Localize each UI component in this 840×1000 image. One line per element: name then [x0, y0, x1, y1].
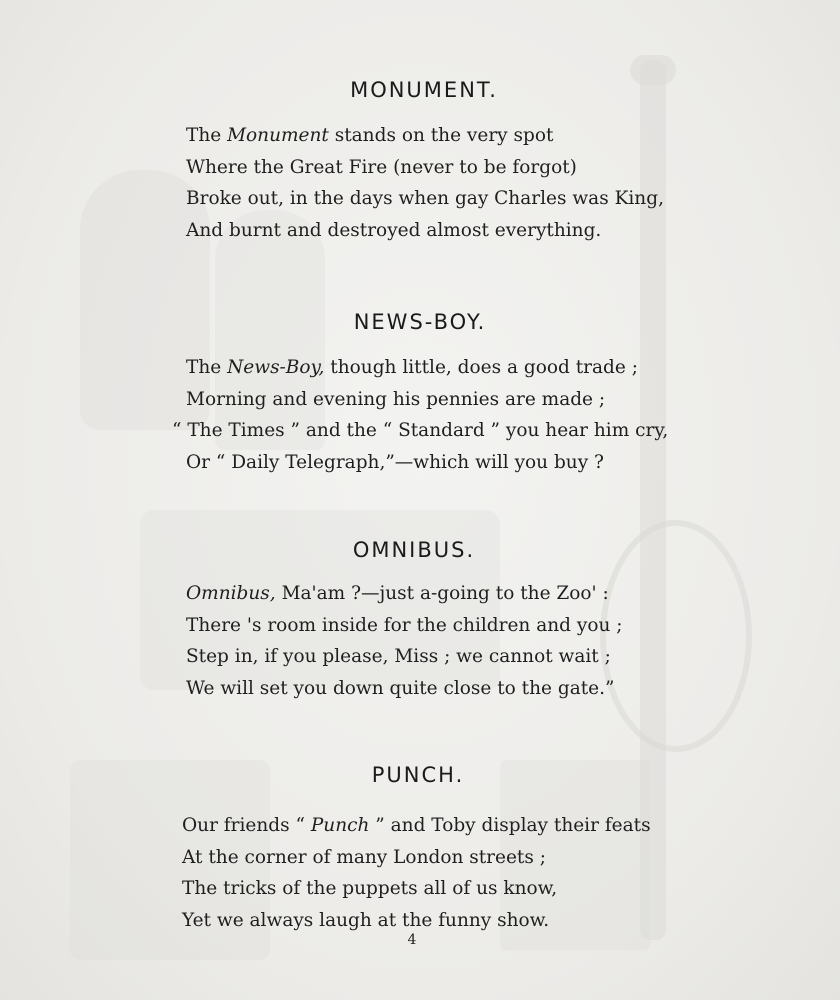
- verse-line: [186, 673, 623, 705]
- verse-text: stands on the very spot: [328, 125, 554, 146]
- verse-text: The tricks of the puppets all of us know,: [182, 878, 558, 899]
- verse-line: [186, 352, 668, 384]
- verse-line: [186, 215, 664, 247]
- section-title-monument: MONUMENT.: [350, 78, 498, 102]
- verse-text: We will set you down quite close to the gate.”: [186, 677, 615, 699]
- section-title-omnibus: OMNIBUS.: [352, 538, 476, 562]
- verse-text: Ma'am ?—just a-going to the Zoo' :: [275, 583, 609, 604]
- verse-line: [186, 447, 668, 479]
- verse-italic-text: News-Boy,: [227, 357, 325, 378]
- stanza-punch: [182, 810, 651, 936]
- stanza-monument: [186, 120, 664, 246]
- verse-text: Morning and evening his pennies are made ;: [186, 388, 606, 410]
- verse-italic-text: Monument: [227, 125, 329, 146]
- page-number: 4: [407, 932, 417, 948]
- verse-text: Where the Great Fire (never to be forgot): [186, 156, 577, 178]
- verse-text: though little, does a good trade ;: [324, 357, 638, 378]
- verse-italic-text: Omnibus,: [186, 583, 276, 604]
- verse-text: “ The Times ” and the “ Standard ” you hear him cry,: [172, 420, 669, 441]
- verse-line: [186, 152, 664, 184]
- verse-line: [186, 384, 668, 416]
- verse-text: There 's room inside for the children and you ;: [186, 614, 623, 636]
- verse-italic-text: Punch: [310, 815, 370, 836]
- verse-line: [186, 183, 664, 215]
- verse-text: The: [186, 357, 228, 378]
- verse-line: [186, 641, 623, 673]
- verse-text: Yet we always laugh at the funny show.: [182, 909, 550, 931]
- verse-text: ” and Toby display their feats: [369, 815, 651, 836]
- verse-text: The: [186, 125, 228, 146]
- verse-line: [186, 120, 664, 152]
- verse-line: [182, 842, 651, 874]
- stanza-newsboy: [172, 352, 669, 478]
- verse-line: [182, 873, 651, 905]
- stanza-omnibus: [186, 578, 623, 704]
- section-title-newsboy: NEWS-BOY.: [353, 310, 487, 334]
- verse-text: Our friends “: [182, 815, 311, 836]
- verse-text: And burnt and destroyed almost everything.: [186, 219, 602, 241]
- verse-text: At the corner of many London streets ;: [182, 846, 546, 868]
- section-title-punch: PUNCH.: [371, 763, 465, 787]
- verse-text: Broke out, in the days when gay Charles was King,: [186, 188, 664, 209]
- verse-line: [186, 610, 623, 642]
- verse-text: Or “ Daily Telegraph,”—which will you buy ?: [186, 451, 604, 473]
- verse-text: Step in, if you please, Miss ; we cannot wait ;: [186, 646, 611, 667]
- verse-line: [182, 810, 651, 842]
- verse-line: [186, 578, 623, 610]
- verse-line: [172, 415, 668, 447]
